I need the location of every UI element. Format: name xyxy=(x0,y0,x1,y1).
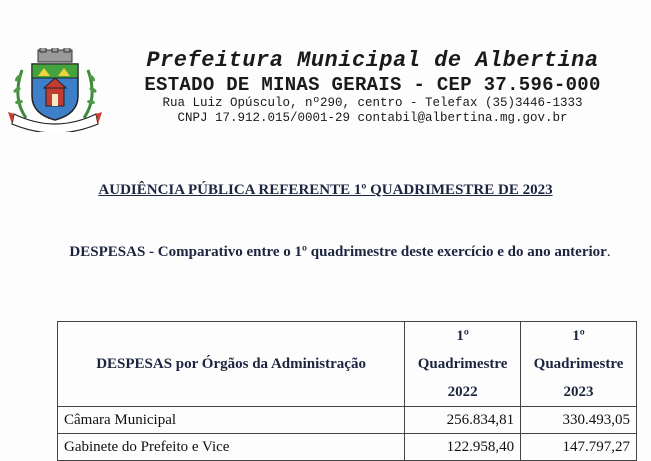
header-q1-2022 xyxy=(405,322,521,407)
municipal-coat-of-arms-icon xyxy=(8,48,102,132)
header-q1-2022-label: Quadrimestre xyxy=(417,356,508,372)
header-q1-2023-ordinal: 1º xyxy=(572,328,585,344)
subtitle-text: DESPESAS - Comparativo entre o 1º quadrimestre deste exercício e do ano anterior xyxy=(69,244,607,260)
header-q1-2022-ordinal: 1º xyxy=(456,328,469,344)
table-row xyxy=(58,434,637,461)
municipality-name: Prefeitura Municipal de Albertina xyxy=(146,48,599,73)
row-value-2022: 256.834,81 xyxy=(405,407,521,434)
header-departments: DESPESAS por Órgãos da Administração xyxy=(58,322,405,407)
header-q1-2023 xyxy=(521,322,637,407)
cnpj-email-line: CNPJ 17.912.015/0001-29 contabil@albertina.mg.gov.br xyxy=(177,111,568,125)
table-row xyxy=(58,407,637,434)
row-value-2022: 122.958,40 xyxy=(405,434,521,461)
subtitle-period: . xyxy=(606,244,611,260)
row-label: Gabinete do Prefeito e Vice xyxy=(58,434,405,461)
document-title: AUDIÊNCIA PÚBLICA REFERENTE 1º QUADRIMESTRE DE 2023 xyxy=(98,182,553,198)
expenses-comparison-table xyxy=(57,321,637,461)
table-header-row xyxy=(58,322,637,407)
state-and-postal-code: ESTADO DE MINAS GERAIS - CEP 37.596-000 xyxy=(144,74,601,96)
header-q1-2023-year: 2023 xyxy=(563,384,594,400)
address-line: Rua Luiz Opúsculo, nº290, centro - Telefax (35)3446-1333 xyxy=(162,96,583,110)
row-label: Câmara Municipal xyxy=(58,407,405,434)
letterhead xyxy=(120,48,625,126)
header-q1-2022-year: 2022 xyxy=(447,384,478,400)
row-value-2023: 330.493,05 xyxy=(521,407,637,434)
header-q1-2023-label: Quadrimestre xyxy=(533,356,624,372)
row-value-2023: 147.797,27 xyxy=(521,434,637,461)
document-subtitle xyxy=(60,238,620,267)
